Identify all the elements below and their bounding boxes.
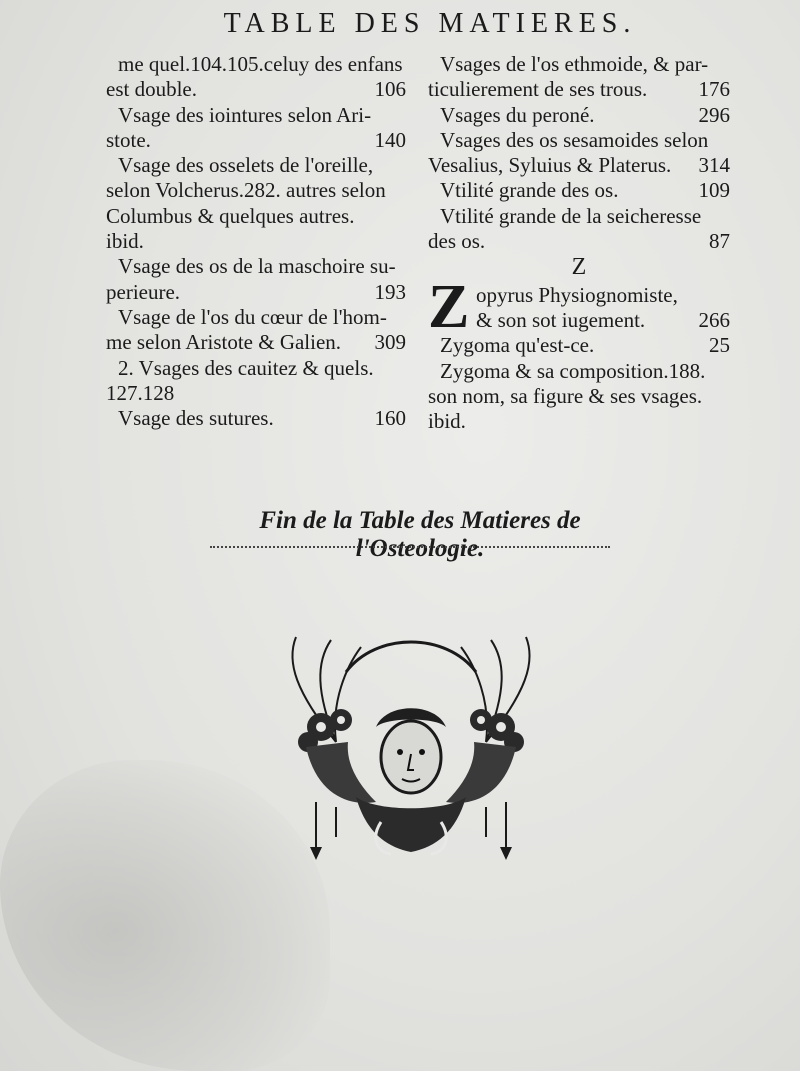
entry-text: Vsages de l'os ethmoide, & par- [440,52,709,76]
entry-line [106,153,406,178]
entry-line [428,409,730,434]
woodcut-headpiece-icon [276,632,546,862]
entry-text: me quel.104.105.celuy des enfans [118,52,403,76]
colophon: Fin de la Table des Matieres de l'Osteologie. [259,507,581,562]
page-number: 314 [698,153,730,178]
page-number: 266 [698,307,730,332]
page-number [724,283,730,308]
page-number: 176 [698,77,730,102]
entry-line [106,381,406,406]
entry-line [428,229,730,254]
entry-text: ticulierement de ses trous. [428,77,648,102]
entry-line [106,103,406,128]
entry-line [106,178,406,203]
page-number [400,178,406,203]
entry-text: selon Volcherus.282. autres selon [106,178,386,203]
entry-text: ibid. [106,229,144,254]
index-entry [106,305,406,356]
entry-text: Vtilité grande des os. [440,178,619,203]
index-entry [428,333,730,358]
index-entry [428,204,730,255]
index-entry [106,356,406,407]
entry-text: Vsage des iointures selon Ari- [118,102,372,127]
section-letter-z: Z [571,254,587,281]
page-number [400,381,406,406]
page-number [400,153,406,178]
index-entry [106,103,406,154]
index-entry [106,406,406,431]
page-number [724,409,730,434]
page-number: 106 [374,77,406,102]
entry-text: son nom, sa figure & ses vsages. [428,383,703,408]
entry-text: opyrus Physiognomiste, [476,282,678,307]
page-number [403,52,409,77]
entry-line [106,229,406,254]
page-number: 25 [709,333,730,358]
dotted-rule [210,546,610,548]
entry-text: Vsage des osselets de l'oreille, [118,153,374,178]
left-column [106,52,406,431]
drop-cap: Z [428,272,470,341]
index-entry [428,52,730,103]
page-number [400,254,406,279]
index-entry [106,52,406,103]
entry-line [428,204,730,229]
entry-line [106,406,406,431]
page-number: 193 [374,279,406,304]
zopyrus-lines [428,283,730,334]
page-number [724,128,730,153]
z-entries [428,333,730,434]
page-number: 296 [698,102,730,127]
entry-line [428,77,730,102]
page-number [724,52,730,77]
entry-line [106,204,406,229]
entry-text: Vsages du peroné. [440,102,595,127]
entry-text: est double. [106,77,197,102]
entry-text: me selon Aristote & Galien. [106,330,342,355]
entry-text: & son sot iugement. [476,307,646,332]
index-entry [106,254,406,305]
entry-line [106,77,406,102]
entry-line [428,103,730,128]
entry-text: Vsage des sutures. [118,406,274,431]
entry-text: Vtilité grande de la seicheresse [440,203,702,228]
entry-line [428,52,730,77]
entry-line [428,359,730,384]
entry-text: 127.128 [106,380,175,405]
page-number [400,204,406,229]
page-number: 160 [374,406,406,431]
entry-line [428,178,730,203]
page-number: 309 [374,330,406,355]
entry-line [106,305,406,330]
index-entry [428,178,730,203]
entry-line [106,52,406,77]
entry-line [106,280,406,305]
page-number: 140 [374,127,406,152]
entry-text: stote. [106,127,151,152]
entry-line [106,254,406,279]
entry-text: Zygoma qu'est-ce. [440,333,595,358]
right-column-entries [428,52,730,254]
page-number [400,305,406,330]
entry-line [428,283,730,308]
entry-text: ibid. [428,409,466,434]
entry-line [428,153,730,178]
entry-line [106,128,406,153]
entry-text: Vsage des os de la maschoire su- [118,254,396,279]
index-entry [428,103,730,128]
page-number [724,384,730,409]
entry-text: Zygoma & sa composition.188. [440,358,706,383]
page-number [400,103,406,128]
entry-text: perieure. [106,279,181,304]
entry-line [428,308,730,333]
page-number [724,359,730,384]
entry-line [428,128,730,153]
entry-text: Vsage de l'os du cœur de l'hom- [118,304,387,329]
index-entry [428,359,730,435]
page-number: 109 [698,178,730,203]
index-entry [106,153,406,254]
entry-line [106,330,406,355]
page-header: TABLE DES MATIERES. [223,8,637,39]
index-entry-zopyrus [428,272,730,341]
entry-line [428,333,730,358]
page-number [400,229,406,254]
index-entry [428,128,730,179]
page-number [400,356,406,381]
page-number: 87 [709,229,730,254]
entry-line [106,356,406,381]
page-number [724,204,730,229]
entry-text: Columbus & quelques autres. [106,203,355,228]
entry-text: 2. Vsages des cauitez & quels. [118,355,374,380]
entry-text: des os. [428,229,486,254]
right-column [428,52,730,434]
entry-text: Vsages des os sesamoides selon [440,127,709,152]
entry-line [428,384,730,409]
entry-text: Vesalius, Syluius & Platerus. [428,153,672,178]
